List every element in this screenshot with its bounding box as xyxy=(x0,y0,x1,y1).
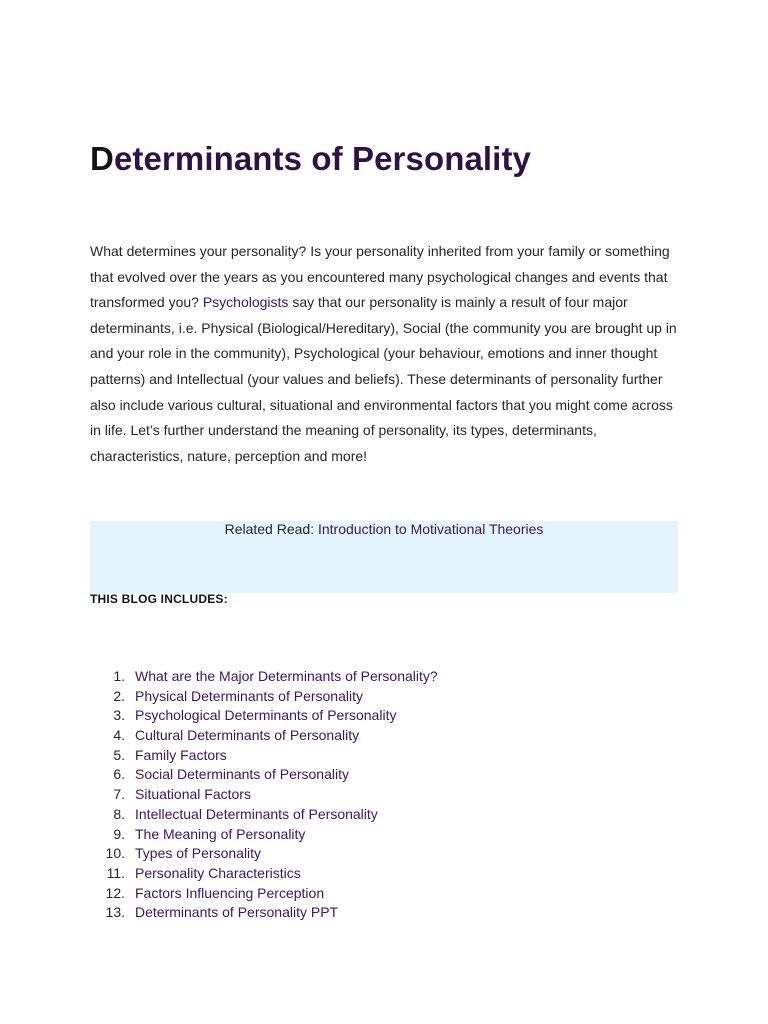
toc-link[interactable]: Situational Factors xyxy=(135,786,251,803)
toc-item xyxy=(90,687,650,707)
toc-item-number: 12. xyxy=(105,884,125,901)
toc-link[interactable]: Determinants of Personality PPT xyxy=(135,904,339,921)
toc-item xyxy=(90,746,650,766)
toc-heading: THIS BLOG INCLUDES: xyxy=(90,592,228,606)
toc-item xyxy=(90,726,650,746)
related-read-line xyxy=(90,521,678,538)
toc-item xyxy=(90,884,650,904)
toc-item-number: 2. xyxy=(113,687,125,704)
toc-item xyxy=(90,785,650,805)
toc-item xyxy=(90,765,650,785)
toc-item-number: 7. xyxy=(113,786,125,803)
toc-item-number: 9. xyxy=(113,825,125,842)
toc-item-number: 11. xyxy=(106,864,125,881)
intro-text-before: What determines your personality? Is your personality inherited from your family or something that evolved over the years as you encountered many psychological changes and events that transformed you? xyxy=(90,243,670,311)
toc-item-number: 8. xyxy=(113,805,125,822)
toc-item xyxy=(90,903,650,923)
toc-link[interactable]: The Meaning of Personality xyxy=(135,825,306,842)
related-read-prefix: Related Read: xyxy=(224,521,318,537)
toc-item xyxy=(90,864,650,884)
toc-item xyxy=(90,706,650,726)
table-of-contents xyxy=(90,667,650,923)
toc-item-number: 5. xyxy=(113,746,125,763)
toc-item-number: 6. xyxy=(113,766,125,783)
toc-link[interactable]: Cultural Determinants of Personality xyxy=(135,727,360,744)
toc-link[interactable]: Social Determinants of Personality xyxy=(135,766,349,783)
toc-link[interactable]: Family Factors xyxy=(135,746,227,763)
intro-text-after: say that our personality is mainly a result of four major determinants, i.e. Physical (Biological/Hereditary), Social (the community you are brought up in and your role in the community), Psychological (your behaviour, emotions and inner thought patterns) and Intellectual (your values and beliefs). These determinants of personality further also include various cultural, situational and environmental factors that you might come across in life. Let’s further understand the meaning of personality, its types, determinants, characteristics, nature, perception and more! xyxy=(90,294,677,464)
toc-item xyxy=(90,667,650,687)
toc-link[interactable]: Factors Influencing Perception xyxy=(135,884,325,901)
toc-item xyxy=(90,805,650,825)
toc-link[interactable]: Intellectual Determinants of Personality xyxy=(135,805,378,822)
toc-link[interactable]: Physical Determinants of Personality xyxy=(135,687,363,704)
title-rest: eterminants of Personality xyxy=(113,140,531,177)
toc-item-number: 4. xyxy=(113,727,125,744)
intro-paragraph xyxy=(90,239,680,469)
page-title xyxy=(90,140,531,178)
toc-item xyxy=(90,844,650,864)
related-read-link[interactable]: Introduction to Motivational Theories xyxy=(317,521,544,537)
toc-link[interactable]: Types of Personality xyxy=(135,845,262,862)
toc-item-number: 10. xyxy=(105,845,125,862)
toc-item-number: 3. xyxy=(113,707,125,724)
toc-link[interactable]: Psychological Determinants of Personality xyxy=(135,707,397,724)
toc-link[interactable]: What are the Major Determinants of Personality? xyxy=(135,668,438,684)
related-read-box xyxy=(90,521,678,593)
toc-item-number: 13. xyxy=(105,904,125,921)
toc-item xyxy=(90,825,650,845)
title-first-letter: D xyxy=(90,140,114,177)
toc-link[interactable]: Personality Characteristics xyxy=(135,864,301,881)
toc-item-number: 1. xyxy=(113,668,125,684)
psychologists-link[interactable]: Psychologists xyxy=(202,294,289,311)
